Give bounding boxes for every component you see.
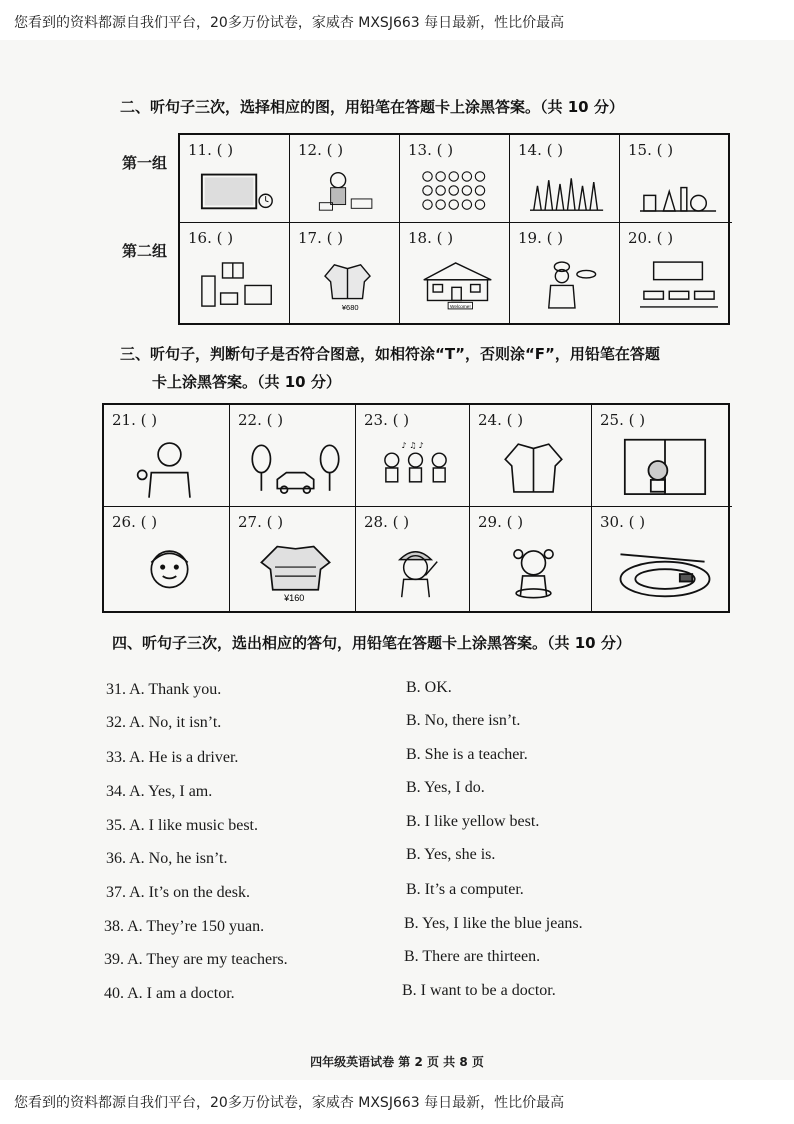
welcome-sign-18: Welcome!	[450, 303, 471, 309]
exam-page	[0, 40, 794, 1080]
row-label-group1: 第一组	[122, 154, 168, 172]
option-a: 31. A. Thank you.	[106, 681, 222, 698]
option-a: 40. A. I am a doctor.	[104, 985, 235, 1002]
house-picture	[420, 253, 495, 317]
option-b: B. Yes, she is.	[406, 846, 496, 863]
children-singing-picture	[376, 435, 455, 500]
item-number: 27. ( )	[238, 513, 284, 531]
option-b: B. OK.	[406, 679, 452, 696]
option-b: B. There are thirteen.	[404, 948, 541, 965]
option-b: B. She is a teacher.	[406, 746, 528, 763]
picture-cell-20	[620, 223, 732, 323]
option-b: B. I want to be a doctor.	[402, 982, 556, 999]
option-a: 39. A. They are my teachers.	[104, 951, 288, 968]
item-number: 15. ( )	[628, 141, 674, 159]
item-number: 30. ( )	[600, 513, 646, 531]
car-trees-picture	[250, 435, 341, 500]
price-label-17: ¥680	[341, 302, 359, 312]
picture-cell-19	[510, 223, 620, 323]
picture-cell-18	[400, 223, 510, 323]
living-room-picture	[200, 253, 275, 317]
picture-cell-14	[510, 135, 620, 223]
option-a: 36. A. No, he isn’t.	[106, 850, 228, 867]
picture-cell-21	[104, 405, 230, 507]
doctor-picture	[124, 435, 215, 500]
boy-face-picture	[124, 537, 215, 605]
item-number: 16. ( )	[188, 229, 234, 247]
picture-cell-25	[592, 405, 732, 507]
option-b: B. It’s a computer.	[406, 881, 524, 898]
picture-cell-23	[356, 405, 470, 507]
item-number: 13. ( )	[408, 141, 454, 159]
running-track-picture	[612, 537, 718, 605]
picture-cell-27	[230, 507, 356, 611]
picture-cell-22	[230, 405, 356, 507]
item-number: 12. ( )	[298, 141, 344, 159]
section2-title: 二、听句子三次，选择相应的图，用铅笔在答题卡上涂黑答案。（共 10 分）	[120, 98, 624, 116]
picture-cell-28	[356, 507, 470, 611]
science-lab-picture	[640, 165, 718, 216]
option-a: 32. A. No, it isn’t.	[106, 714, 222, 731]
option-b: B. No, there isn’t.	[406, 712, 521, 729]
garden-picture	[530, 165, 605, 216]
item-number: 29. ( )	[478, 513, 524, 531]
option-b: B. Yes, I do.	[406, 779, 485, 796]
option-a: 38. A. They’re 150 yuan.	[104, 918, 265, 935]
cook-picture	[530, 253, 605, 317]
top-banner: 您看到的资料都源自我们平台，20多万份试卷，家威杏 MXSJ663 每日最新，性比价最高	[14, 15, 565, 31]
picture-cell-15	[620, 135, 732, 223]
item-number: 14. ( )	[518, 141, 564, 159]
item-number: 25. ( )	[600, 411, 646, 429]
item-number: 20. ( )	[628, 229, 674, 247]
balls-picture	[420, 165, 495, 216]
option-a: 37. A. It’s on the desk.	[106, 884, 250, 901]
sweater-picture	[250, 537, 341, 605]
option-a: 34. A. Yes, I am.	[106, 783, 213, 800]
girl-eating-picture	[490, 537, 577, 605]
section2-grid	[178, 133, 730, 325]
option-a: 35. A. I like music best.	[106, 817, 258, 834]
item-number: 18. ( )	[408, 229, 454, 247]
child-playing-picture	[310, 165, 385, 216]
jacket-picture-2	[490, 435, 577, 500]
item-number: 26. ( )	[112, 513, 158, 531]
boy-eating-picture	[376, 537, 455, 605]
picture-cell-26	[104, 507, 230, 611]
picture-cell-17	[290, 223, 400, 323]
item-number: 17. ( )	[298, 229, 344, 247]
section3-title-line1: 三、听句子，判断句子是否符合图意，如相符涂“T”，否则涂“F”，用铅笔在答题	[120, 345, 660, 363]
picture-cell-12	[290, 135, 400, 223]
option-b: B. Yes, I like the blue jeans.	[404, 915, 583, 932]
option-b: B. I like yellow best.	[406, 813, 540, 830]
section3-title-line2: 卡上涂黑答案。（共 10 分）	[152, 373, 341, 391]
classroom-picture	[640, 253, 718, 317]
item-number: 23. ( )	[364, 411, 410, 429]
row-label-group2: 第二组	[122, 242, 168, 260]
picture-cell-29	[470, 507, 592, 611]
item-number: 24. ( )	[478, 411, 524, 429]
picture-cell-16	[180, 223, 290, 323]
item-number: 22. ( )	[238, 411, 284, 429]
jacket-picture	[310, 253, 385, 317]
section3-grid	[102, 403, 730, 613]
item-number: 19. ( )	[518, 229, 564, 247]
music-note-icon: ♪ ♫ ♪	[401, 441, 424, 451]
picture-cell-24	[470, 405, 592, 507]
option-a: 33. A. He is a driver.	[106, 749, 239, 766]
item-number: 11. ( )	[188, 141, 234, 159]
picture-cell-13	[400, 135, 510, 223]
picture-cell-30	[592, 507, 732, 611]
price-label-27: ¥160	[284, 593, 305, 604]
page-footer: 四年级英语试卷 第 2 页 共 8 页	[310, 1055, 484, 1069]
item-number: 28. ( )	[364, 513, 410, 531]
blackboard-clock-picture	[200, 165, 275, 216]
item-number: 21. ( )	[112, 411, 158, 429]
window-flowers-picture	[612, 435, 718, 500]
section4-title: 四、听句子三次，选出相应的答句，用铅笔在答题卡上涂黑答案。（共 10 分）	[112, 634, 631, 652]
bottom-banner: 您看到的资料都源自我们平台，20多万份试卷，家威杏 MXSJ663 每日最新，性比价最高	[14, 1095, 565, 1111]
picture-cell-11	[180, 135, 290, 223]
